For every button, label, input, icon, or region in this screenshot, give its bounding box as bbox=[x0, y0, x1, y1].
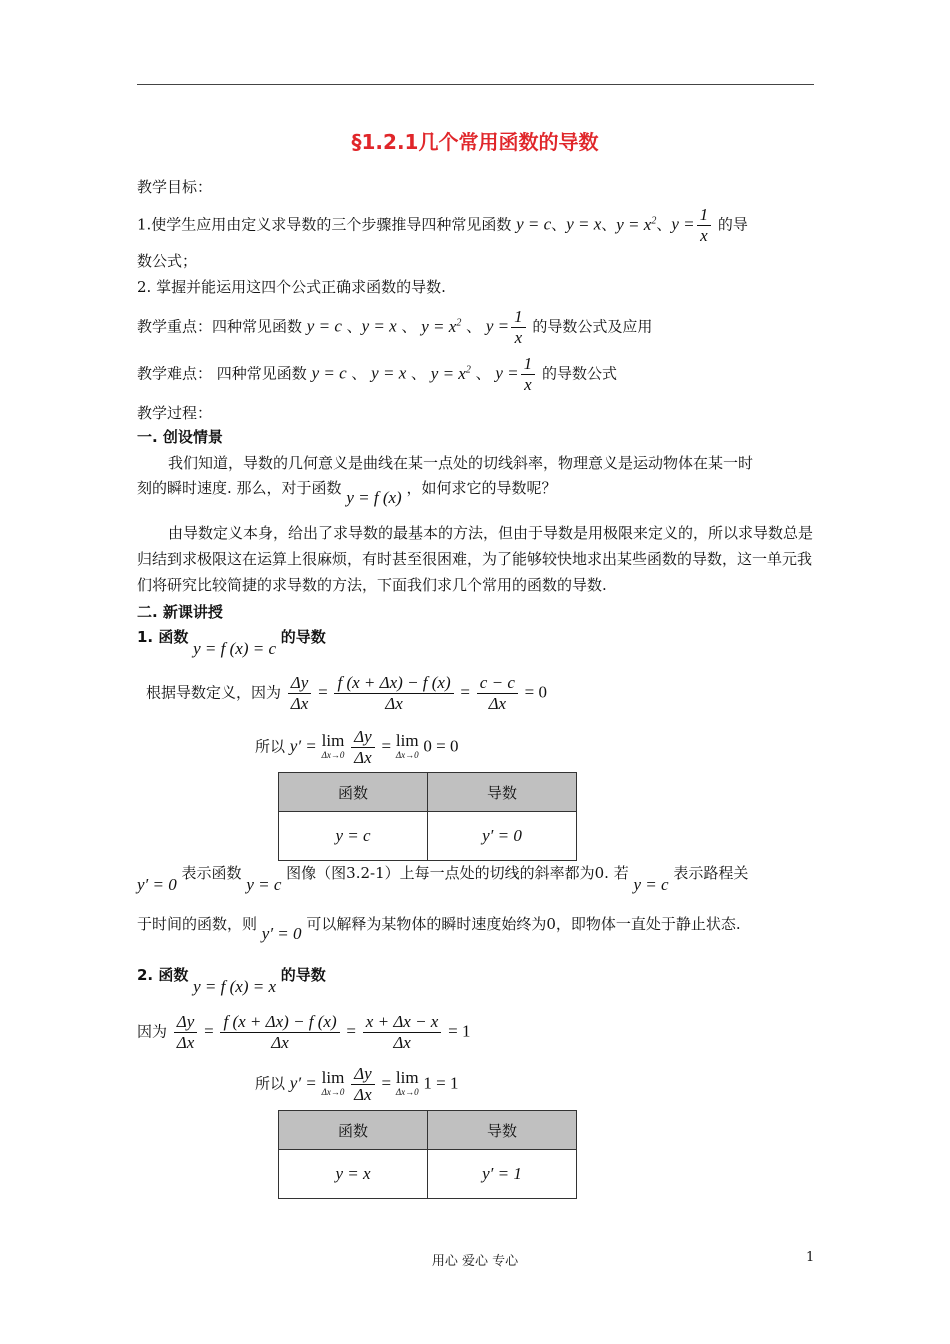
section1-heading: 一. 创设情景 bbox=[137, 428, 223, 446]
formula: y = c bbox=[306, 316, 342, 336]
item2-table bbox=[278, 1110, 577, 1199]
key-points-label: 教学重点：四种常见函数 bbox=[137, 317, 303, 336]
key-points: 教学重点：四种常见函数 y = c 、y = x 、 $y = x^2$ 、 y = $\frac{1}{x}$ 的导数公式及应用 bbox=[137, 307, 653, 347]
fraction: $\frac{f (x + \Delta x) - f (x)}{\Delta x}$ bbox=[220, 1012, 339, 1053]
formula: y = x bbox=[371, 363, 407, 383]
item2-because: 因为 bbox=[137, 1022, 168, 1041]
item1-derivation: 根据导数定义，因为 $\frac{\Delta y}{\Delta x}$ = $\frac{f (x + \Delta x) - f (x)}{\Delta x}$ = $\frac{c - c}{\Delta x}$ = 0 bbox=[146, 673, 547, 713]
item1-explain-d: 于时间的函数，则 bbox=[137, 915, 258, 933]
item2-so: 所以 bbox=[255, 1074, 286, 1093]
limit: lim Δx→0 bbox=[395, 730, 419, 760]
item1-heading bbox=[137, 626, 326, 658]
table-cell-derivative: y′ = 0 bbox=[428, 812, 577, 861]
objective-1: 1.使学生应用由定义求导数的三个步骤推导四种常见函数 y = c、y = x、$y = x^2$、y = $\frac{1}{x}$ 的导 bbox=[137, 205, 748, 245]
header-rule bbox=[137, 84, 814, 85]
objectives-heading: 教学目标： bbox=[137, 178, 213, 196]
item1-limit: 所以 y′ = lim Δx→0 $\frac{\Delta y}{\Delta x}$ = lim Δx→0 0 = 0 bbox=[255, 727, 459, 767]
section1-para1-line1: 我们知道，导数的几何意义是曲线在某一点处的切线斜率，物理意义是运动物体在某一时 bbox=[168, 454, 754, 472]
fraction: $\frac{\Delta y}{\Delta x}$ bbox=[351, 1064, 375, 1105]
fraction: $\frac{1}{x}$ bbox=[511, 307, 526, 348]
table-cell-function: y = c bbox=[279, 812, 428, 861]
difficult-points-label: 教学难点： 四种常见函数 bbox=[137, 364, 307, 383]
table-header-function: 函数 bbox=[279, 1111, 428, 1150]
page-title: §1.2.1几个常用函数的导数 bbox=[351, 130, 599, 154]
formula: y = c bbox=[633, 875, 669, 894]
table-header-function: 函数 bbox=[279, 773, 428, 812]
formula: $y = x^2$ bbox=[421, 316, 462, 336]
fraction: $\frac{\Delta y}{\Delta x}$ bbox=[288, 673, 312, 714]
objective-2: 2. 掌握并能运用这四个公式正确求函数的导数. bbox=[137, 278, 446, 296]
key-points-tail: 的导数公式及应用 bbox=[532, 317, 653, 336]
fraction: $\frac{c - c}{\Delta x}$ bbox=[477, 673, 518, 714]
formula: $y = x^2$ bbox=[616, 214, 657, 234]
formula: y = x bbox=[566, 214, 602, 234]
table-header-derivative: 导数 bbox=[428, 1111, 577, 1150]
fraction: $\frac{f (x + \Delta x) - f (x)}{\Delta x}$ bbox=[334, 673, 453, 714]
page-number: 1 bbox=[806, 1250, 815, 1265]
fraction: $\frac{1}{x}$ bbox=[521, 354, 536, 395]
objective-1-text: 1.使学生应用由定义求导数的三个步骤推导四种常见函数 bbox=[137, 215, 512, 234]
section1-para2: 由导数定义本身，给出了求导数的最基本的方法，但由于导数是用极限来定义的，所以求导数总是归结到求极限这在运算上很麻烦，有时甚至很困难，为了能够较快地求出某些函数的导数，这一单元我们将研究比较简捷的求导数的方法，下面我们求几个常用的函数的导数. bbox=[137, 524, 814, 594]
item1-explain-line2 bbox=[137, 913, 741, 943]
formula: y = f (x) = x bbox=[193, 977, 277, 996]
limit: lim Δx→0 bbox=[321, 730, 345, 760]
objective-1-tail: 的导 bbox=[717, 215, 748, 234]
fraction: $\frac{\Delta y}{\Delta x}$ bbox=[174, 1012, 198, 1053]
formula: y = c bbox=[246, 875, 282, 894]
formula: y = f (x) = c bbox=[193, 639, 277, 658]
item1-explain-c: 表示路程关 bbox=[673, 864, 749, 882]
formula: y = x bbox=[361, 316, 397, 336]
formula: y = bbox=[671, 214, 695, 234]
table-header-derivative: 导数 bbox=[428, 773, 577, 812]
item1-explain-b: 图像（图3.2-1）上每一点处的切线的斜率都为0. 若 bbox=[286, 864, 629, 882]
formula: y = f (x) bbox=[346, 488, 402, 507]
formula: y′ = 0 bbox=[137, 875, 177, 894]
item2-heading-a: 2. 函数 bbox=[137, 966, 189, 984]
limit: lim Δx→0 bbox=[395, 1067, 419, 1097]
formula: y′ = 0 bbox=[261, 924, 302, 943]
formula: y = bbox=[485, 316, 510, 336]
formula: $y = x^2$ bbox=[430, 363, 471, 383]
item1-explain-a: 表示函数 bbox=[181, 864, 242, 882]
section2-heading: 二. 新课讲授 bbox=[137, 603, 223, 621]
item2-limit: 所以 y′ = lim Δx→0 $\frac{\Delta y}{\Delta x}$ = lim Δx→0 1 = 1 bbox=[255, 1064, 459, 1104]
item1-explain-line1 bbox=[137, 862, 749, 894]
item1-heading-b: 的导数 bbox=[280, 628, 326, 646]
item1-heading-a: 1. 函数 bbox=[137, 628, 189, 646]
item1-so: 所以 bbox=[255, 737, 286, 756]
section1-para1-b: 刻的瞬时速度. 那么，对于函数 bbox=[137, 479, 342, 497]
fraction: $\frac{x + \Delta x - x}{\Delta x}$ bbox=[363, 1012, 442, 1053]
section1-para1-line2 bbox=[137, 477, 557, 507]
item2-heading bbox=[137, 964, 326, 996]
table-cell-function: y = x bbox=[279, 1150, 428, 1199]
formula: y = c bbox=[516, 214, 552, 234]
formula: y = bbox=[495, 363, 519, 383]
table-cell-derivative: y′ = 1 bbox=[428, 1150, 577, 1199]
page-footer: 用心 爱心 专心 bbox=[431, 1254, 519, 1269]
item1-table bbox=[278, 772, 577, 861]
difficult-points-tail: 的导数公式 bbox=[541, 364, 617, 383]
fraction: $\frac{1}{x}$ bbox=[697, 205, 712, 246]
item2-heading-b: 的导数 bbox=[280, 966, 326, 984]
item1-explain-e: 可以解释为某物体的瞬时速度始终为0，即物体一直处于静止状态. bbox=[306, 915, 741, 933]
process-heading: 教学过程： bbox=[137, 404, 213, 422]
section1-para1-c: ，如何求它的导数呢？ bbox=[406, 479, 557, 497]
difficult-points: 教学难点： 四种常见函数 y = c 、 y = x 、 $y = x^2$ 、 y = $\frac{1}{x}$ 的导数公式 bbox=[137, 354, 617, 394]
formula: y = c bbox=[311, 363, 347, 383]
item1-because: 根据导数定义，因为 bbox=[146, 683, 282, 702]
fraction: $\frac{\Delta y}{\Delta x}$ bbox=[351, 727, 375, 768]
item2-derivation: 因为 $\frac{\Delta y}{\Delta x}$ = $\frac{f (x + \Delta x) - f (x)}{\Delta x}$ = $\frac{x + \Delta x - x}{\Delta x}$ = 1 bbox=[137, 1012, 471, 1052]
limit: lim Δx→0 bbox=[321, 1067, 345, 1097]
objective-1-cont: 数公式； bbox=[137, 252, 198, 270]
